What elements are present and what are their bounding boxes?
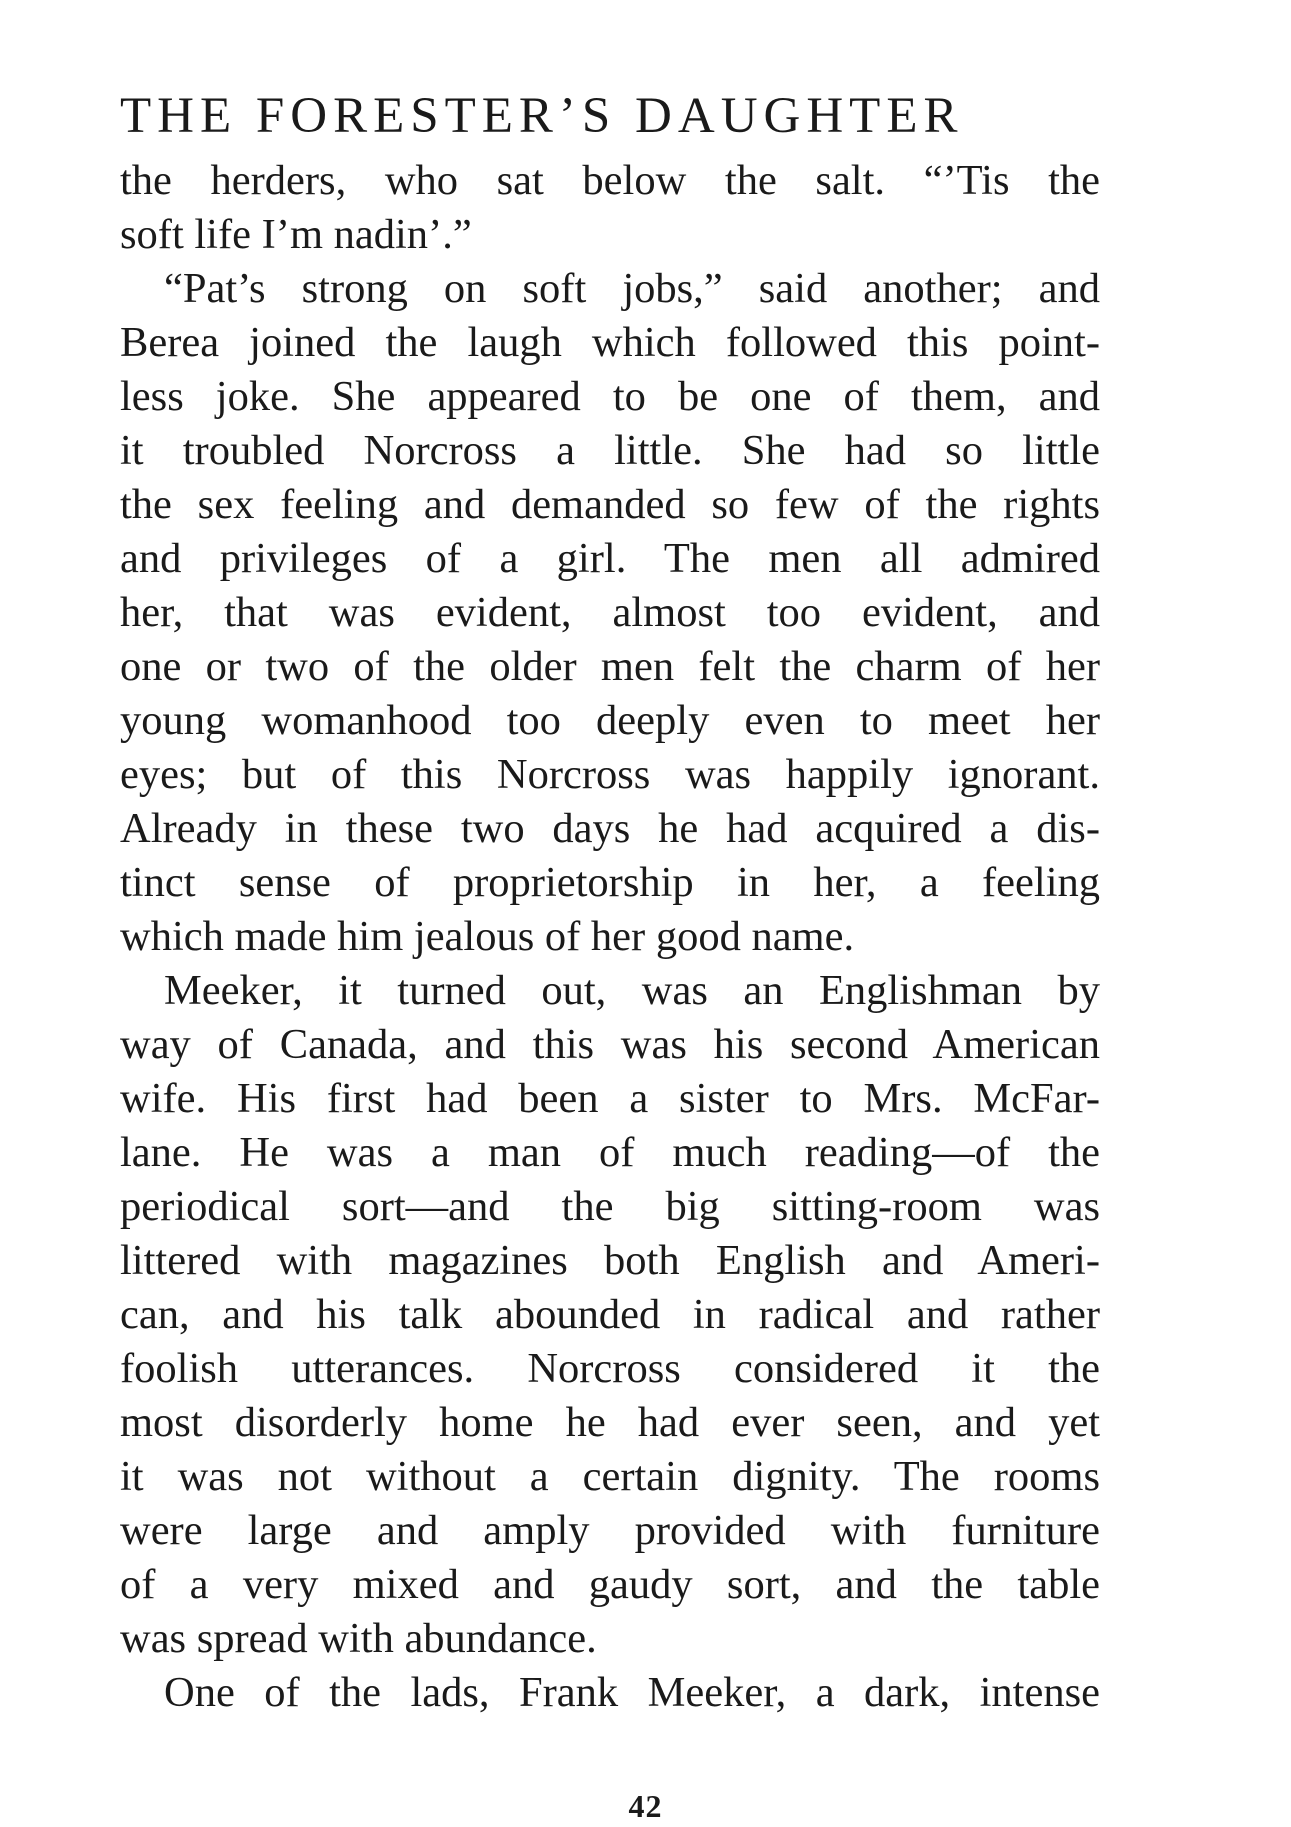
text-line: was spread with abundance. bbox=[120, 1615, 597, 1662]
running-head: THE FORESTER’S DAUGHTER bbox=[120, 88, 964, 144]
text-line: Berea joined the laugh which followed this point- bbox=[120, 319, 1100, 366]
text-line: tinct sense of proprietorship in her, a feeling bbox=[120, 859, 1100, 906]
paragraph bbox=[120, 154, 1100, 262]
text-line: One of the lads, Frank Meeker, a dark, intense bbox=[164, 1669, 1100, 1716]
text-line: foolish utterances. Norcross considered it the bbox=[120, 1345, 1100, 1392]
text-line: way of Canada, and this was his second American bbox=[120, 1021, 1100, 1068]
text-line: wife. His first had been a sister to Mrs. McFar- bbox=[120, 1075, 1100, 1122]
text-line: were large and amply provided with furniture bbox=[120, 1507, 1100, 1554]
text-line: it troubled Norcross a little. She had so little bbox=[120, 427, 1100, 474]
text-line: the herders, who sat below the salt. “’Tis the bbox=[120, 157, 1100, 204]
text-line: littered with magazines both English and Ameri- bbox=[120, 1237, 1100, 1284]
text-line: Already in these two days he had acquired a dis- bbox=[120, 805, 1100, 852]
book-page bbox=[120, 84, 1100, 1720]
paragraph bbox=[120, 262, 1100, 964]
body-text bbox=[120, 154, 1100, 1720]
text-line: periodical sort—and the big sitting-room was bbox=[120, 1183, 1100, 1230]
text-line: and privileges of a girl. The men all admired bbox=[120, 535, 1100, 582]
text-line: one or two of the older men felt the charm of her bbox=[120, 643, 1100, 690]
text-line: which made him jealous of her good name. bbox=[120, 913, 855, 960]
text-line: it was not without a certain dignity. The rooms bbox=[120, 1453, 1100, 1500]
text-line: Meeker, it turned out, was an Englishman by bbox=[164, 967, 1100, 1014]
text-line: lane. He was a man of much reading—of the bbox=[120, 1129, 1100, 1176]
paragraph bbox=[120, 964, 1100, 1666]
text-line: less joke. She appeared to be one of them, and bbox=[120, 373, 1100, 420]
text-line: eyes; but of this Norcross was happily ignorant. bbox=[120, 751, 1100, 798]
text-line: her, that was evident, almost too evident, and bbox=[120, 589, 1100, 636]
text-line: most disorderly home he had ever seen, and yet bbox=[120, 1399, 1100, 1446]
text-line: of a very mixed and gaudy sort, and the table bbox=[120, 1561, 1100, 1608]
page-number: 42 bbox=[628, 1788, 663, 1824]
text-line: soft life I’m nadin’.” bbox=[120, 211, 472, 258]
text-line: can, and his talk abounded in radical and rather bbox=[120, 1291, 1100, 1338]
text-line: young womanhood too deeply even to meet her bbox=[120, 697, 1100, 744]
paragraph bbox=[120, 1666, 1100, 1720]
text-line: the sex feeling and demanded so few of the rights bbox=[120, 481, 1100, 528]
text-line: “Pat’s strong on soft jobs,” said another; and bbox=[164, 265, 1100, 312]
